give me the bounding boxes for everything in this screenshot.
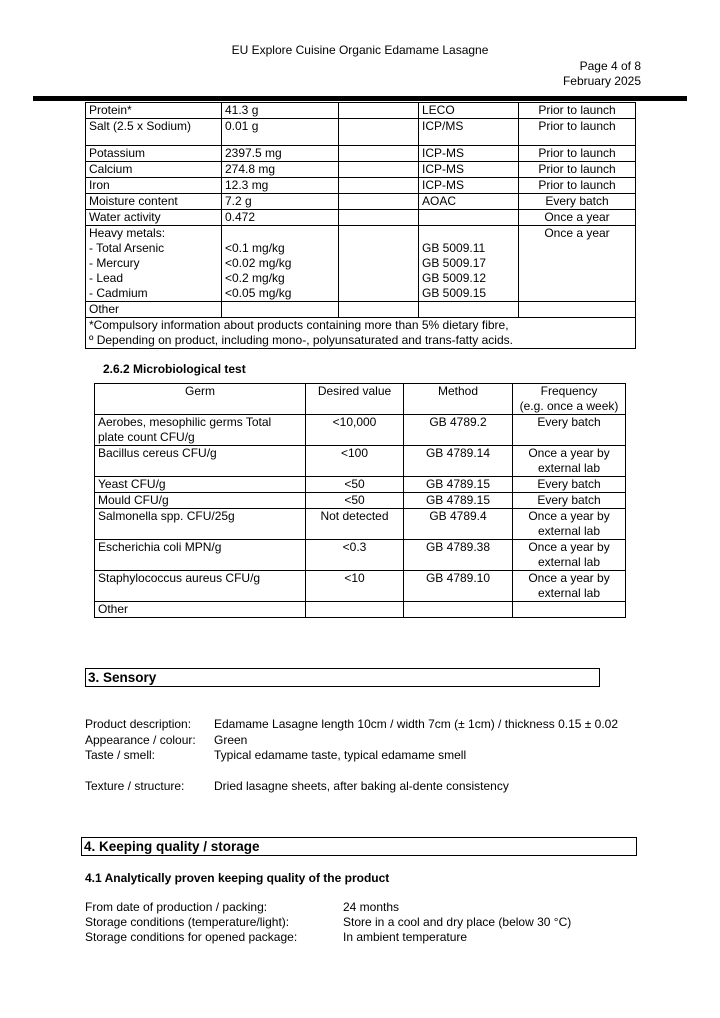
nutrient-value: 7.2 g — [222, 194, 339, 210]
sensory-label: Taste / smell: — [85, 748, 156, 762]
nutrient-name: Salt (2.5 x Sodium) — [86, 119, 222, 146]
nutrient-name: Water activity — [86, 210, 222, 226]
storage-label: From date of production / packing: — [85, 900, 268, 914]
sensory-label: Product description: — [85, 717, 192, 731]
frequency — [513, 446, 626, 477]
footnote: *Compulsory information about products containing more than 5% dietary fibre, — [89, 318, 509, 332]
germ-name — [95, 446, 306, 477]
micro-table — [94, 383, 626, 618]
nutrient-value: 2397.5 mg — [222, 146, 339, 162]
nutrient-frequency: Every batch — [519, 194, 636, 210]
germ-name: Yeast CFU/g — [95, 477, 306, 493]
sensory-label: Texture / structure: — [85, 779, 185, 793]
germ-line: plate count CFU/g — [98, 430, 195, 444]
method: GB 4789.2 — [404, 415, 513, 446]
nutrient-method: LECO — [419, 103, 519, 119]
footnotes-cell — [86, 318, 636, 349]
frequency — [513, 540, 626, 571]
frequency-line: Once a year by — [528, 571, 610, 585]
nutrient-frequency: Prior to launch — [519, 162, 636, 178]
micro-heading: 2.6.2 Microbiological test — [103, 362, 246, 376]
empty-cell — [339, 103, 419, 119]
desired-value: <10,000 — [306, 415, 404, 446]
footnote: º Depending on product, including mono-, polyunsaturated and trans-fatty acids. — [89, 333, 513, 347]
desired-value: <100 — [306, 446, 404, 477]
storage-value: In ambient temperature — [343, 930, 468, 944]
table-row — [86, 194, 636, 210]
table-row — [86, 178, 636, 194]
nutrient-name: Calcium — [86, 162, 222, 178]
method: GB 4789.10 — [404, 571, 513, 602]
empty-cell — [404, 602, 513, 618]
nutrient-value: 41.3 g — [222, 103, 339, 119]
nutrient-frequency: Prior to launch — [519, 103, 636, 119]
nutrient-frequency: Prior to launch — [519, 119, 636, 146]
germ-name: Mould CFU/g — [95, 493, 306, 509]
table-row — [86, 162, 636, 178]
nutrient-frequency: Prior to launch — [519, 178, 636, 194]
metal-value: <0.2 mg/kg — [225, 271, 285, 285]
desired-value: Not detected — [306, 509, 404, 540]
nutrient-name: Iron — [86, 178, 222, 194]
frequency-line: external lab — [537, 555, 601, 569]
metal-value: <0.05 mg/kg — [225, 286, 292, 300]
table-row — [86, 210, 636, 226]
empty-cell — [306, 602, 404, 618]
nutrient-method: AOAC — [419, 194, 519, 210]
nutrient-name: Moisture content — [86, 194, 222, 210]
germ-line: Bacillus cereus CFU/g — [98, 446, 217, 460]
empty-cell — [339, 178, 419, 194]
germ-name: Salmonella spp. CFU/25g — [95, 509, 306, 540]
header-desired: Desired value — [306, 384, 404, 415]
heavy-metals-values — [222, 226, 339, 302]
method: GB 4789.4 — [404, 509, 513, 540]
metal-method: GB 5009.12 — [422, 271, 487, 285]
table-row — [95, 540, 626, 571]
table-header-row — [95, 384, 626, 415]
frequency-line: external lab — [537, 586, 601, 600]
table-row — [95, 477, 626, 493]
metal-name: - Cadmium — [89, 286, 148, 300]
analysis-table — [85, 102, 636, 349]
table-row — [86, 119, 636, 146]
sensory-value: Edamame Lasagne length 10cm / width 7cm (± 1cm) / thickness 0.15 ± 0.02 — [214, 717, 619, 731]
header-frequency-line1: Frequency — [540, 384, 598, 398]
nutrient-value: 12.3 mg — [222, 178, 339, 194]
empty-cell — [339, 210, 419, 226]
empty-cell — [339, 194, 419, 210]
nutrient-frequency: Once a year — [519, 210, 636, 226]
frequency: Every batch — [513, 477, 626, 493]
desired-value: <50 — [306, 493, 404, 509]
table-row — [95, 415, 626, 446]
nutrient-method: ICP/MS — [419, 119, 519, 146]
desired-value: <10 — [306, 571, 404, 602]
germ-line: Aerobes, mesophilic germs Total — [98, 415, 272, 429]
other-label: Other — [86, 302, 222, 318]
nutrient-method — [419, 210, 519, 226]
empty-cell — [222, 302, 339, 318]
heavy-metals-names — [86, 226, 222, 302]
sensory-value: Green — [214, 733, 248, 747]
sensory-value: Typical edamame taste, typical edamame smell — [214, 748, 467, 762]
desired-value: <50 — [306, 477, 404, 493]
page-number: Page 4 of 8 — [579, 59, 641, 73]
frequency-line: Once a year by — [528, 446, 610, 460]
table-row — [95, 446, 626, 477]
nutrient-value: 0.472 — [222, 210, 339, 226]
document-title: EU Explore Cuisine Organic Edamame Lasagne — [231, 43, 489, 57]
table-row — [86, 302, 636, 318]
sensory-heading: 3. Sensory — [85, 668, 600, 687]
frequency-line: external lab — [537, 461, 601, 475]
nutrient-method: ICP-MS — [419, 162, 519, 178]
metal-name: - Mercury — [89, 256, 140, 270]
metal-name: - Lead — [89, 271, 124, 285]
nutrient-name: Potassium — [86, 146, 222, 162]
header-frequency-line2: (e.g. once a week) — [519, 399, 619, 413]
frequency-line: Once a year by — [528, 509, 610, 523]
frequency — [513, 571, 626, 602]
empty-cell — [339, 162, 419, 178]
frequency: Every batch — [513, 493, 626, 509]
header-frequency — [513, 384, 626, 415]
nutrient-frequency: Prior to launch — [519, 146, 636, 162]
nutrient-method: ICP-MS — [419, 178, 519, 194]
empty-cell — [339, 302, 419, 318]
table-row — [95, 493, 626, 509]
method: GB 4789.15 — [404, 477, 513, 493]
frequency-line: external lab — [537, 524, 601, 538]
heavy-metals-methods — [419, 226, 519, 302]
header-method: Method — [404, 384, 513, 415]
heavy-metals-label: Heavy metals: — [89, 226, 166, 240]
storage-label: Storage conditions for opened package: — [85, 930, 298, 944]
other-label: Other — [95, 602, 306, 618]
desired-value: <0.3 — [306, 540, 404, 571]
metal-name: - Total Arsenic — [89, 241, 165, 255]
method: GB 4789.14 — [404, 446, 513, 477]
empty-cell — [513, 602, 626, 618]
frequency — [513, 509, 626, 540]
method: GB 4789.15 — [404, 493, 513, 509]
germ-name — [95, 415, 306, 446]
header-divider — [33, 96, 687, 101]
document-date: February 2025 — [562, 74, 641, 88]
storage-label: Storage conditions (temperature/light): — [85, 915, 290, 929]
metal-method: GB 5009.17 — [422, 256, 487, 270]
keeping-subheading: 4.1 Analytically proven keeping quality of the product — [85, 871, 390, 885]
header-germ: Germ — [95, 384, 306, 415]
table-row — [95, 509, 626, 540]
storage-value: 24 months — [343, 900, 400, 914]
table-row — [86, 146, 636, 162]
keeping-heading: 4. Keeping quality / storage — [81, 837, 637, 856]
frequency — [513, 415, 626, 446]
frequency-line: Once a year by — [528, 540, 610, 554]
table-row — [86, 103, 636, 119]
nutrient-value: 0.01 g — [222, 119, 339, 146]
germ-name: Escherichia coli MPN/g — [95, 540, 306, 571]
empty-cell — [519, 302, 636, 318]
metal-value: <0.02 mg/kg — [225, 256, 292, 270]
sensory-label: Appearance / colour: — [85, 733, 196, 747]
germ-name: Staphylococcus aureus CFU/g — [95, 571, 306, 602]
sensory-value: Dried lasagne sheets, after baking al-dente consistency — [214, 779, 509, 793]
table-footnotes — [86, 318, 636, 349]
method: GB 4789.38 — [404, 540, 513, 571]
table-row — [95, 602, 626, 618]
metal-method: GB 5009.11 — [422, 241, 486, 255]
nutrient-method: ICP-MS — [419, 146, 519, 162]
empty-cell — [419, 302, 519, 318]
empty-cell — [339, 119, 419, 146]
empty-cell — [339, 226, 419, 302]
frequency-line: Every batch — [537, 415, 601, 429]
heavy-metals-frequency: Once a year — [519, 226, 636, 302]
metal-method: GB 5009.15 — [422, 286, 487, 300]
nutrient-name: Protein* — [86, 103, 222, 119]
metal-value: <0.1 mg/kg — [225, 241, 285, 255]
table-row-heavy-metals — [86, 226, 636, 302]
table-row — [95, 571, 626, 602]
empty-cell — [339, 146, 419, 162]
nutrient-value: 274.8 mg — [222, 162, 339, 178]
storage-value: Store in a cool and dry place (below 30 °C) — [343, 915, 572, 929]
